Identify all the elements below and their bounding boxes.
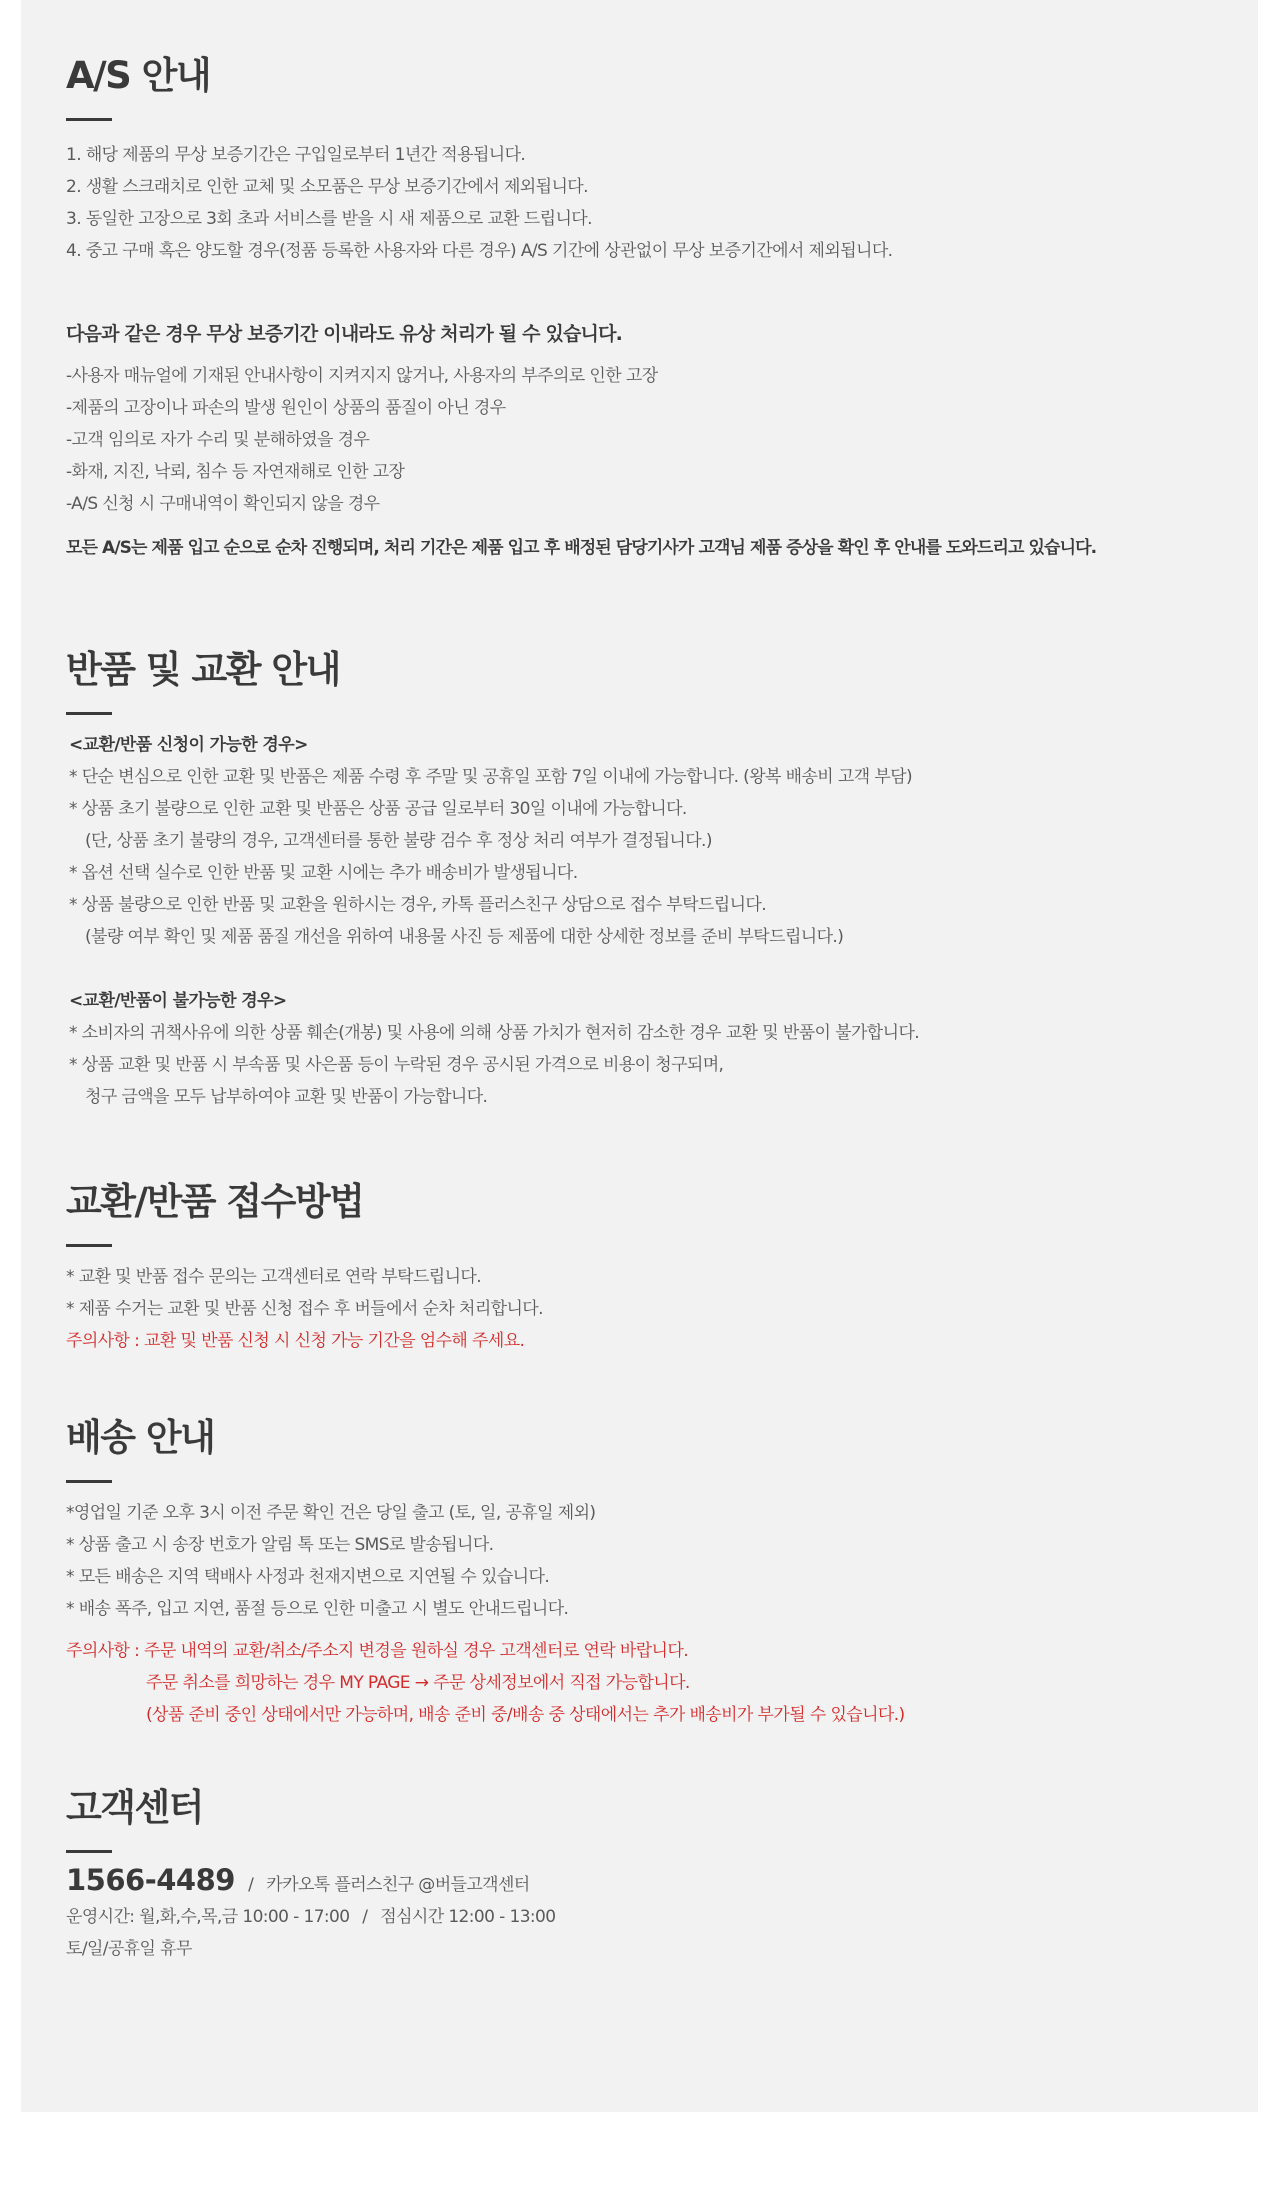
shipping-line: * 배송 폭주, 입고 지연, 품절 등으로 인한 미출고 시 별도 안내드립니다. [66, 1599, 569, 1619]
as-title-rule [66, 118, 112, 121]
shipping-section [66, 1414, 1206, 1731]
cs-hours-row [66, 1901, 1206, 1933]
as-paid-item: -A/S 신청 시 구매내역이 확인되지 않을 경우 [66, 494, 380, 514]
as-note: 모든 A/S는 제품 입고 순으로 순차 진행되며, 처리 기간은 제품 입고 후 배정된 담당기사가 고객님 제품 증상을 확인 후 안내를 도와드리고 있습니다. [66, 538, 1097, 558]
return-possible-line: (불량 여부 확인 및 제품 품질 개선을 위하여 내용물 사진 등 제품에 대한 상세한 정보를 준비 부탁드립니다.) [85, 927, 844, 947]
cs-separator: / [362, 1907, 368, 1927]
shipping-line: *영업일 기준 오후 3시 이전 주문 확인 건은 당일 출고 (토, 일, 공휴일 제외) [66, 1503, 596, 1523]
as-title: A/S 안내 [66, 54, 211, 97]
return-title-rule [66, 712, 112, 715]
as-item: 4. 중고 구매 혹은 양도할 경우(정품 등록한 사용자와 다른 경우) A/S 기간에 상관없이 무상 보증기간에서 제외됩니다. [66, 241, 893, 261]
method-title: 교환/반품 접수방법 [66, 1180, 364, 1223]
as-item: 2. 생활 스크래치로 인한 교체 및 소모품은 무상 보증기간에서 제외됩니다. [66, 177, 588, 197]
return-possible-line: * 옵션 선택 실수로 인한 반품 및 교환 시에는 추가 배송비가 발생됩니다. [69, 863, 578, 883]
as-section [66, 52, 1206, 267]
shipping-line: * 모든 배송은 지역 택배사 사정과 천재지변으로 지연될 수 있습니다. [66, 1567, 550, 1587]
cs-title-rule [66, 1850, 112, 1853]
as-paid-heading: 다음과 같은 경우 무상 보증기간 이내라도 유상 처리가 될 수 있습니다. [66, 323, 623, 345]
shipping-title-rule [66, 1480, 112, 1483]
shipping-warning: 주의사항 : 주문 내역의 교환/취소/주소지 변경을 원하실 경우 고객센터로 연락 바랍니다. [66, 1641, 688, 1661]
shipping-warning: 주문 취소를 희망하는 경우 MY PAGE → 주문 상세정보에서 직접 가능합니다. [146, 1673, 690, 1693]
method-line: * 교환 및 반품 접수 문의는 고객센터로 연락 부탁드립니다. [66, 1267, 482, 1287]
as-paid-block [66, 318, 1206, 564]
return-possible-line: * 단순 변심으로 인한 교환 및 반품은 제품 수령 후 주말 및 공휴일 포함 7일 이내에 가능합니다. (왕복 배송비 고객 부담) [69, 767, 913, 787]
as-paid-item: -고객 임의로 자가 수리 및 분해하였을 경우 [66, 430, 370, 450]
return-possible-line: * 상품 불량으로 인한 반품 및 교환을 원하시는 경우, 카톡 플러스친구 상담으로 접수 부탁드립니다. [69, 895, 767, 915]
return-impossible-line: 청구 금액을 모두 납부하여야 교환 및 반품이 가능합니다. [85, 1087, 488, 1107]
return-possible-line: * 상품 초기 불량으로 인한 교환 및 반품은 상품 공급 일로부터 30일 이내에 가능합니다. [69, 799, 687, 819]
as-item: 1. 해당 제품의 무상 보증기간은 구입일로부터 1년간 적용됩니다. [66, 145, 526, 165]
cs-phone[interactable]: 1566-4489 [66, 1863, 235, 1897]
return-impossible-heading: <교환/반품이 불가능한 경우> [69, 991, 287, 1011]
cs-lunch: 점심시간 12:00 - 13:00 [380, 1907, 556, 1927]
return-section [66, 646, 1206, 1113]
method-section [66, 1178, 1206, 1357]
return-title: 반품 및 교환 안내 [66, 648, 340, 691]
method-title-rule [66, 1244, 112, 1247]
method-warning: 주의사항 : 교환 및 반품 신청 시 신청 가능 기간을 엄수해 주세요. [66, 1331, 525, 1351]
shipping-warning: (상품 준비 중인 상태에서만 가능하며, 배송 준비 중/배송 중 상태에서는 추가 배송비가 부가될 수 있습니다.) [146, 1705, 905, 1725]
cs-kakao[interactable]: 카카오톡 플러스친구 @버들고객센터 [266, 1875, 530, 1895]
method-line: * 제품 수거는 교환 및 반품 신청 접수 후 버들에서 순차 처리합니다. [66, 1299, 543, 1319]
cs-title: 고객센터 [66, 1786, 203, 1829]
as-paid-item: -사용자 매뉴얼에 기재된 안내사항이 지켜지지 않거나, 사용자의 부주의로 인한 고장 [66, 366, 658, 386]
as-paid-item: -화재, 지진, 낙뢰, 침수 등 자연재해로 인한 고장 [66, 462, 405, 482]
cs-separator: / [248, 1875, 254, 1895]
cs-closed: 토/일/공휴일 휴무 [66, 1939, 192, 1959]
shipping-line: * 상품 출고 시 송장 번호가 알림 톡 또는 SMS로 발송됩니다. [66, 1535, 494, 1555]
as-paid-item: -제품의 고장이나 파손의 발생 원인이 상품의 품질이 아닌 경우 [66, 398, 506, 418]
return-possible-heading: <교환/반품 신청이 가능한 경우> [69, 735, 308, 755]
return-possible-line: (단, 상품 초기 불량의 경우, 고객센터를 통한 불량 검수 후 정상 처리 여부가 결정됩니다.) [85, 831, 712, 851]
return-impossible-line: * 상품 교환 및 반품 시 부속품 및 사은품 등이 누락된 경우 공시된 가격으로 비용이 청구되며, [69, 1055, 724, 1075]
shipping-title: 배송 안내 [66, 1416, 215, 1459]
return-impossible-line: * 소비자의 귀책사유에 의한 상품 훼손(개봉) 및 사용에 의해 상품 가치가 현저히 감소한 경우 교환 및 반품이 불가합니다. [69, 1023, 920, 1043]
cs-section [66, 1784, 1206, 1965]
cs-hours: 운영시간: 월,화,수,목,금 10:00 - 17:00 [66, 1907, 350, 1927]
as-item: 3. 동일한 고장으로 3회 초과 서비스를 받을 시 새 제품으로 교환 드립니다. [66, 209, 592, 229]
